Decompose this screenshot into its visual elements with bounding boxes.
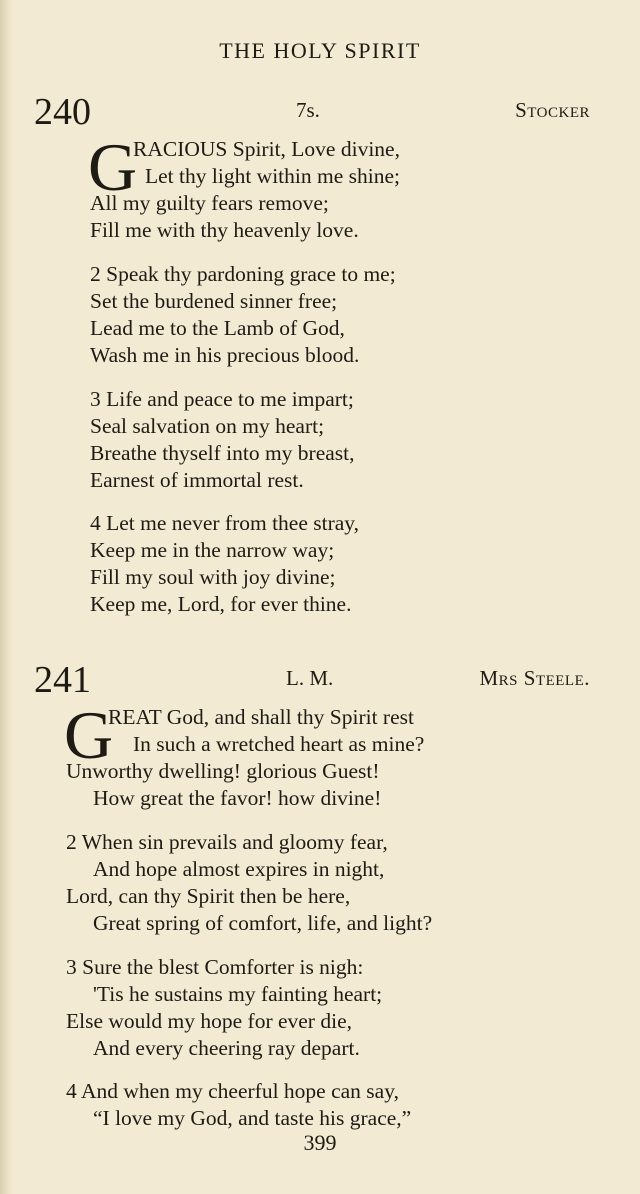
verse-line: 4 And when my cheerful hope can say, (66, 1079, 399, 1103)
stanza (0, 261, 640, 369)
verse-line: “I love my God, and taste his grace,” (93, 1106, 412, 1130)
hymn-meter: 7s. (296, 98, 320, 122)
hymn-author: Mrs Steele. (479, 666, 590, 690)
verse-line: REAT God, and shall thy Spirit rest (108, 705, 414, 729)
verse-line: 3 Life and peace to me impart; (90, 387, 354, 411)
verse-line: Breathe thyself into my breast, (90, 441, 355, 465)
verse-line: 3 Sure the blest Comforter is nigh: (66, 955, 364, 979)
stanza (0, 697, 640, 812)
verse-line: Lead me to the Lamb of God, (90, 316, 345, 340)
verse-line: Let thy light within me shine; (145, 164, 400, 188)
verse-line: In such a wretched heart as mine? (133, 732, 425, 756)
verse-line: RACIOUS Spirit, Love divine, (133, 137, 400, 161)
verse-line: Lord, can thy Spirit then be here, (66, 884, 351, 908)
hymn-number: 240 (34, 91, 91, 133)
drop-cap: G (88, 129, 138, 205)
stanza (0, 829, 640, 937)
verse-line: Keep me, Lord, for ever thine. (90, 592, 352, 616)
verse-line: Fill my soul with joy divine; (90, 565, 336, 589)
verse-line: 2 Speak thy pardoning grace to me; (90, 262, 396, 286)
verse-line: Earnest of immortal rest. (90, 468, 304, 492)
stanza (0, 510, 640, 618)
verse-line: Unworthy dwelling! glorious Guest! (66, 759, 380, 783)
stanza (0, 386, 640, 494)
hymn-number: 241 (34, 659, 91, 701)
verse-line: Wash me in his precious blood. (90, 343, 360, 367)
stanza (0, 1078, 640, 1132)
hymn-header (0, 92, 640, 132)
drop-cap: G (64, 697, 114, 773)
stanza (0, 129, 640, 244)
hymn-meter: L. M. (286, 666, 334, 690)
hymn-header (0, 660, 640, 700)
verse-line: Keep me in the narrow way; (90, 538, 335, 562)
hymn-author: Stocker (515, 98, 590, 122)
verse-line: Set the burdened sinner free; (90, 289, 338, 313)
verse-line: 'Tis he sustains my fainting heart; (93, 982, 383, 1006)
verse-line: How great the favor! how divine! (93, 786, 382, 810)
verse-line: Else would my hope for ever die, (66, 1009, 352, 1033)
verse-line: 4 Let me never from thee stray, (90, 511, 360, 535)
verse-line: All my guilty fears remove; (90, 191, 329, 215)
stanza (0, 954, 640, 1062)
verse-line: Great spring of comfort, life, and light? (93, 911, 433, 935)
running-head: THE HOLY SPIRIT (219, 38, 421, 63)
verse-line: And every cheering ray depart. (93, 1036, 360, 1060)
verse-line: 2 When sin prevails and gloomy fear, (66, 830, 388, 854)
verse-line: Fill me with thy heavenly love. (90, 218, 359, 242)
page-number: 399 (303, 1130, 337, 1155)
verse-line: Seal salvation on my heart; (90, 414, 325, 438)
verse-line: And hope almost expires in night, (93, 857, 385, 881)
